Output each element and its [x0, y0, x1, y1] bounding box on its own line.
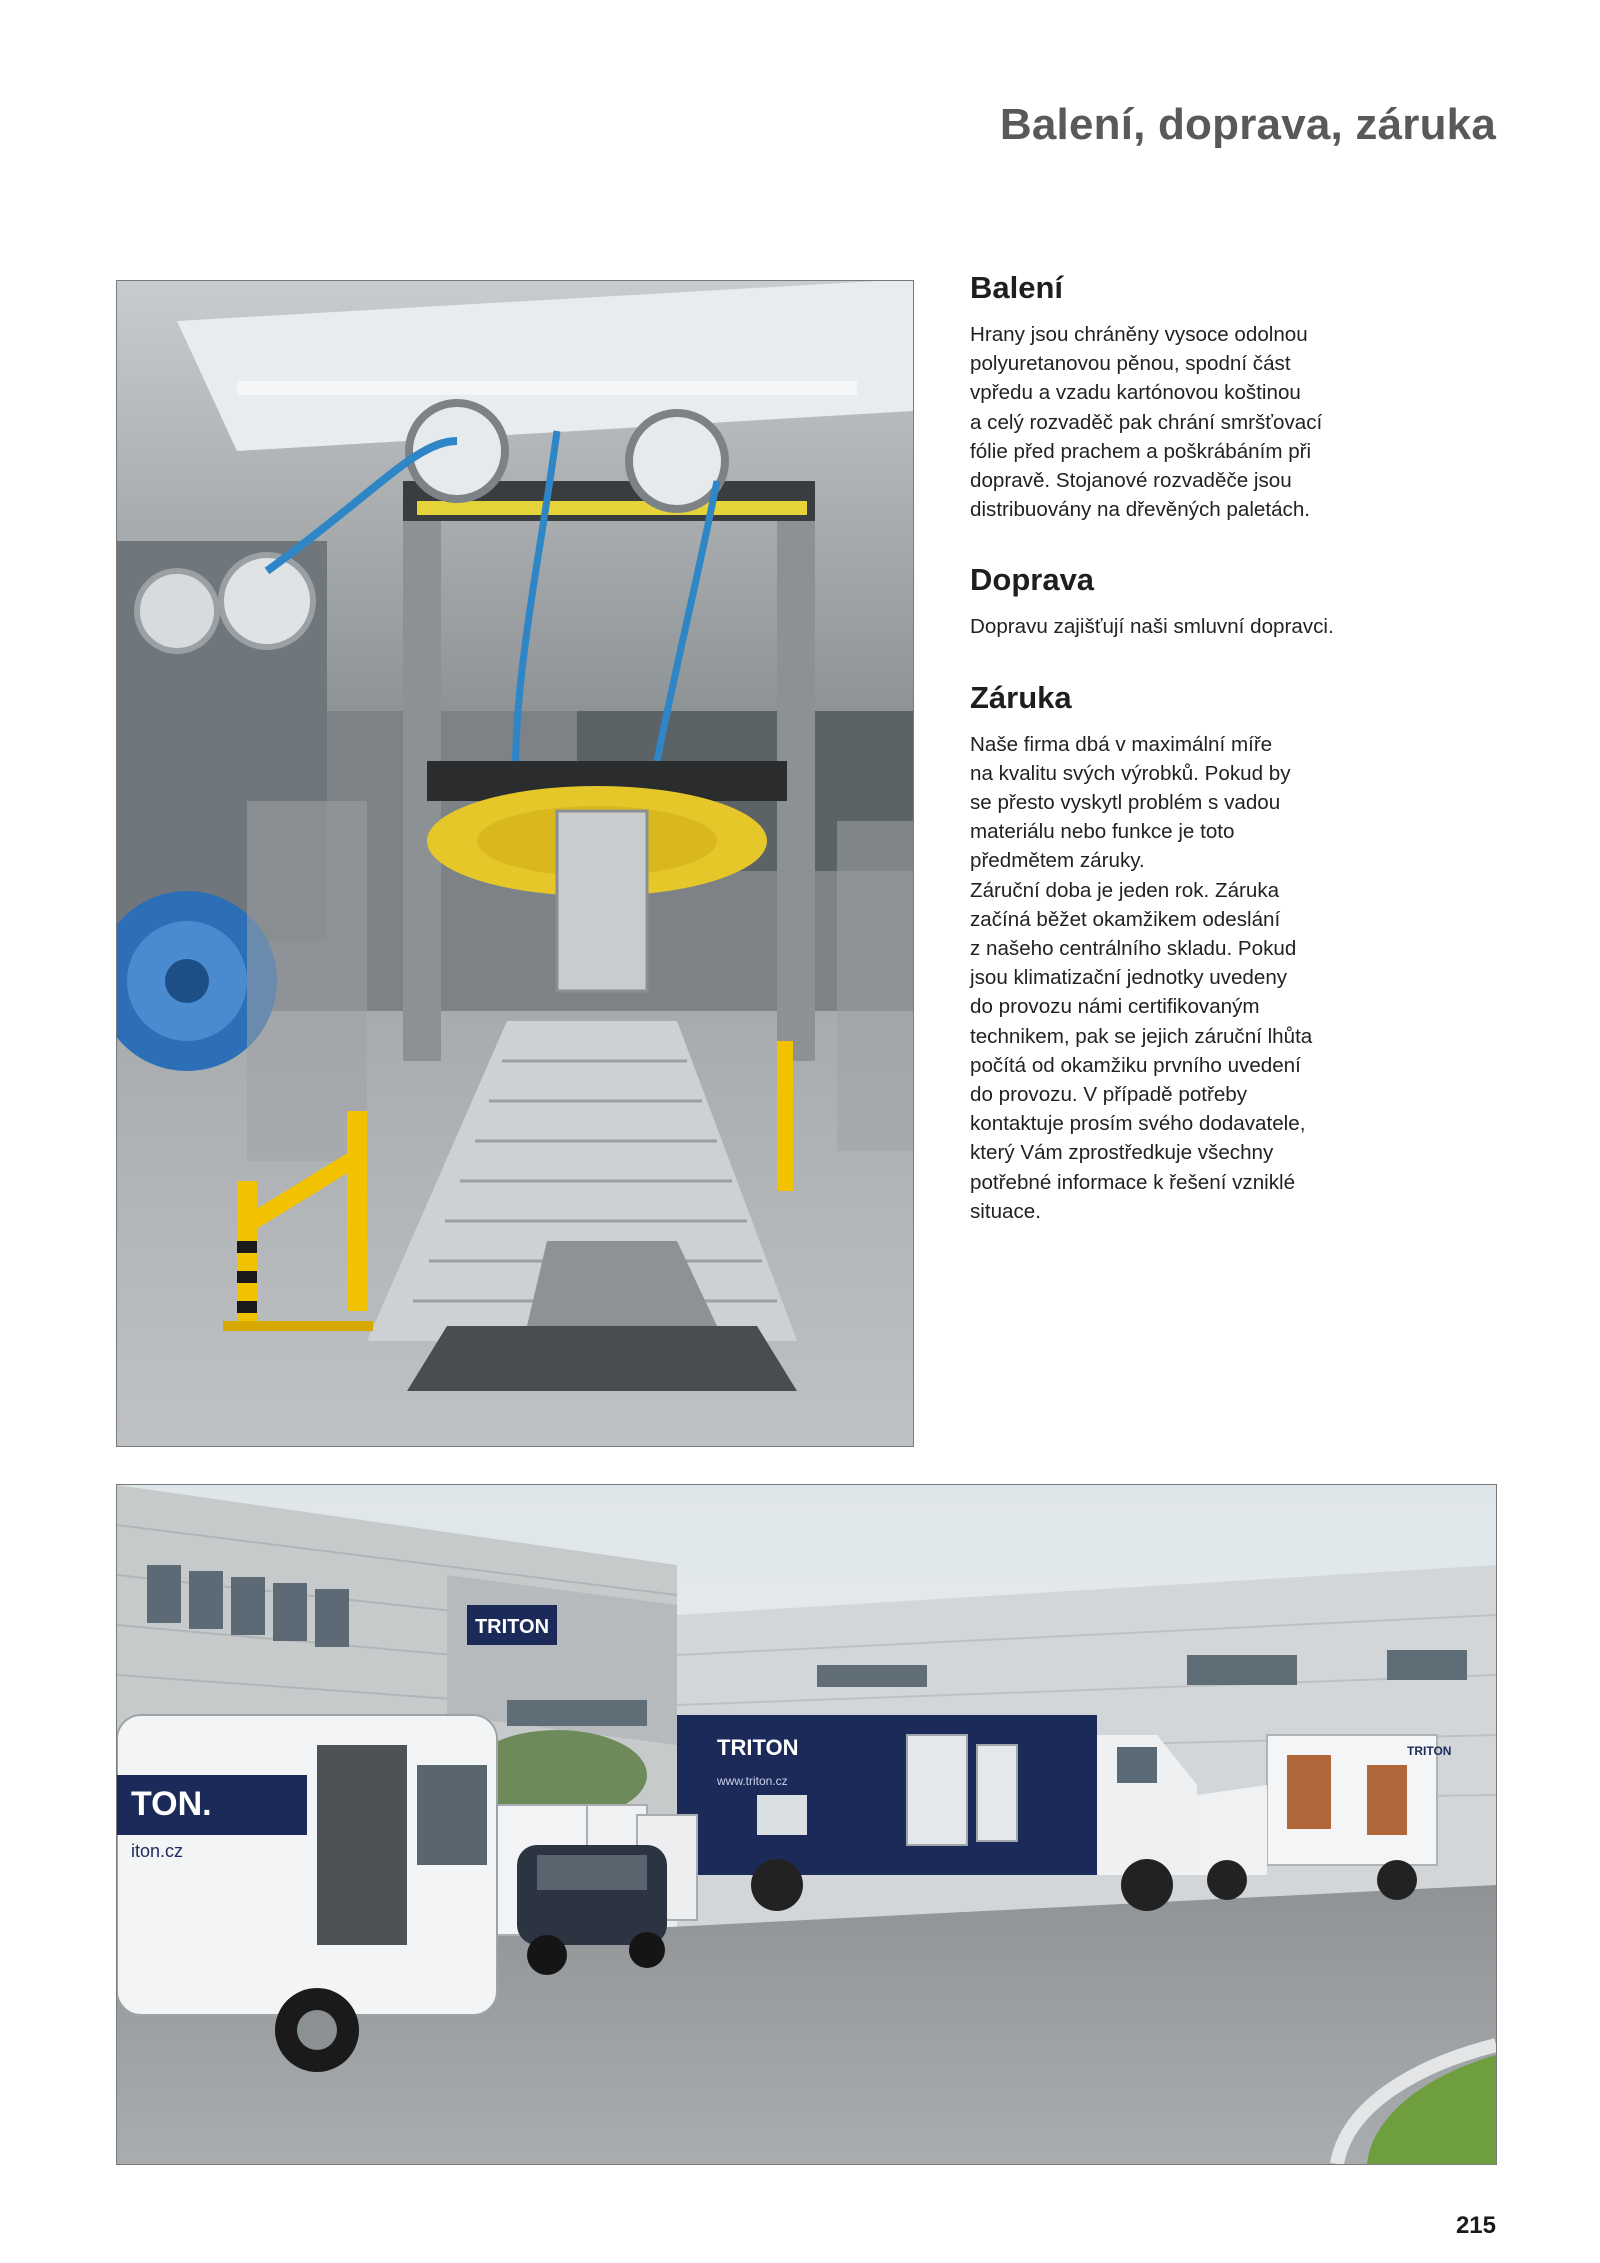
- section-body: Dopravu zajišťují naši smluvní dopravci.: [970, 615, 1334, 639]
- van-web-address: iton.cz: [131, 1841, 184, 1861]
- company-building-photo: [116, 1484, 1497, 2165]
- section-transport: [970, 562, 1410, 641]
- section-heading: Záruka: [970, 679, 1072, 715]
- page-title: Balení, doprava, záruka: [999, 100, 1496, 149]
- van-triton-sign: TON.: [131, 1785, 212, 1823]
- page-number: 215: [1455, 2212, 1496, 2239]
- section-body: Hrany jsou chráněny vysoce odolnou polyuretanovou pěnou, spodní část vpředu a vzadu kartónovou koštinou a celý rozvaděč pak chrání smršťovací fólie před prachem a poškrábáním při dopravě. Stojanové rozvaděče jsou distribuovány na dřevěných paletách.: [970, 323, 1323, 522]
- truck-triton-sign: TRITON: [717, 1735, 799, 1760]
- truck-web-address: www.triton.cz: [717, 1774, 788, 1788]
- packaging-machine-photo: [116, 280, 914, 1447]
- section-heading: Doprava: [970, 562, 1095, 598]
- text-column: [970, 270, 1410, 1264]
- section-warranty: [970, 680, 1410, 1226]
- building-triton-sign: TRITON: [474, 1616, 550, 1638]
- small-truck-triton-sign: TRITON: [1407, 1744, 1452, 1758]
- section-heading: Balení: [970, 270, 1064, 305]
- section-body: Naše firma dbá v maximální míře na kvalitu svých výrobků. Pokud by se přesto vyskytl problém s vadou materiálu nebo funkce je toto předmětem záruky. Záruční doba je jeden rok. Záruka začíná běžet okamžikem odeslání z našeho centrálního skladu. Pokud jsou klimatizační jednotky uvedeny do provozu námi certifikovaným technikem, pak se jejich záruční lhůta počítá od okamžiku prvního uvedení do provozu. V případě potřeby kontaktuje prosím svého dodavatele, který Vám zprostředkuje všechny potřebné informace k řešení vzniklé situace.: [970, 732, 1313, 1223]
- section-packaging: [970, 270, 1410, 524]
